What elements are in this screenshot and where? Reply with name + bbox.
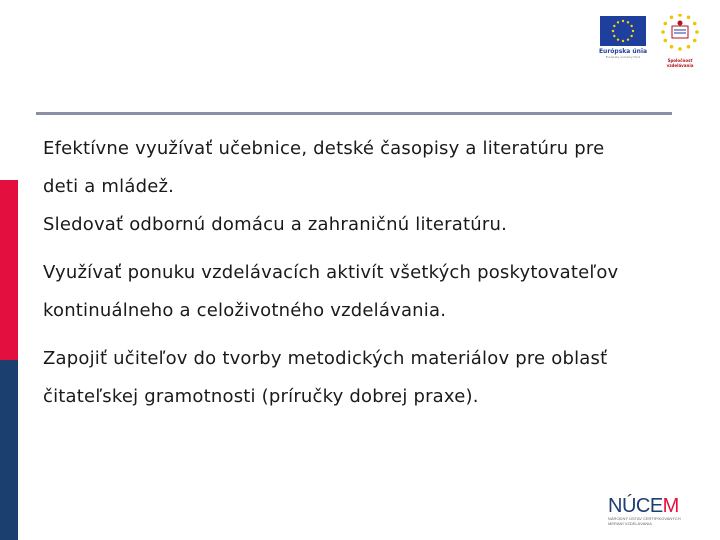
paragraph-1-line-2: deti a mládež.	[43, 176, 175, 197]
star-icon	[630, 25, 632, 27]
star-icon	[687, 15, 691, 19]
star-icon	[617, 21, 619, 23]
side-stripe-red	[0, 180, 18, 360]
paragraph-2	[43, 206, 683, 244]
star-icon	[687, 45, 691, 49]
star-icon	[627, 21, 629, 23]
star-icon	[627, 38, 629, 40]
paragraph-4	[43, 340, 683, 416]
paragraph-3-line-2: kontinuálneho a celoživotného vzdelávania.	[43, 300, 447, 321]
star-icon	[670, 15, 674, 19]
star-icon	[613, 25, 615, 27]
eu-logo	[598, 16, 648, 62]
star-icon	[661, 30, 665, 34]
paragraph-3	[43, 254, 683, 330]
paragraph-2-line-1: Sledovať odbornú domácu a zahraničnú literatúru.	[43, 214, 508, 235]
star-icon	[678, 47, 682, 51]
star-icon	[613, 35, 615, 37]
eu-flag-icon	[600, 16, 646, 46]
sk-caption: Spoločnosť vzdelávania	[666, 58, 694, 68]
eu-caption: Európska únia	[598, 48, 648, 55]
star-icon	[622, 40, 624, 42]
paragraph-1-line-1: Efektívne využívať učebnice, detské časopisy a literatúru pre	[43, 138, 605, 159]
side-stripe-blue	[0, 360, 18, 540]
paragraph-1	[43, 130, 683, 206]
eu-subcaption: Európsky sociálny fond	[605, 55, 641, 59]
nucem-wordmark-accent: M	[662, 495, 679, 517]
star-icon	[622, 20, 624, 22]
star-icon	[663, 39, 667, 43]
star-icon	[632, 30, 634, 32]
star-icon	[630, 35, 632, 37]
star-icon	[693, 22, 697, 26]
paragraph-4-line-1: Zapojiť učiteľov do tvorby metodických materiálov pre oblasť	[43, 348, 608, 369]
nucem-wordmark	[608, 496, 686, 516]
star-icon	[693, 39, 697, 43]
star-icon	[612, 30, 614, 32]
star-icon	[678, 14, 682, 17]
paragraph-4-line-2: čitateľskej gramotnosti (príručky dobrej praxe).	[43, 386, 479, 407]
sk-logo	[654, 14, 706, 68]
paragraph-3-line-1: Využívať ponuku vzdelávacích aktivít všetkých poskytovateľov	[43, 262, 619, 283]
side-stripe-white	[0, 0, 18, 180]
star-icon	[670, 45, 674, 49]
star-icon	[695, 30, 699, 34]
star-wreath-icon	[654, 14, 706, 54]
nucem-logo	[608, 496, 686, 528]
nucem-subcaption: NÁRODNÝ ÚSTAV CERTIFIKOVANÝCH MERANÍ VZDELÁVANIA	[608, 516, 681, 526]
star-icon	[663, 22, 667, 26]
star-icon	[617, 38, 619, 40]
slide-body	[43, 130, 683, 416]
nucem-wordmark-start: NÚCE	[608, 495, 663, 517]
header-divider	[36, 112, 672, 115]
